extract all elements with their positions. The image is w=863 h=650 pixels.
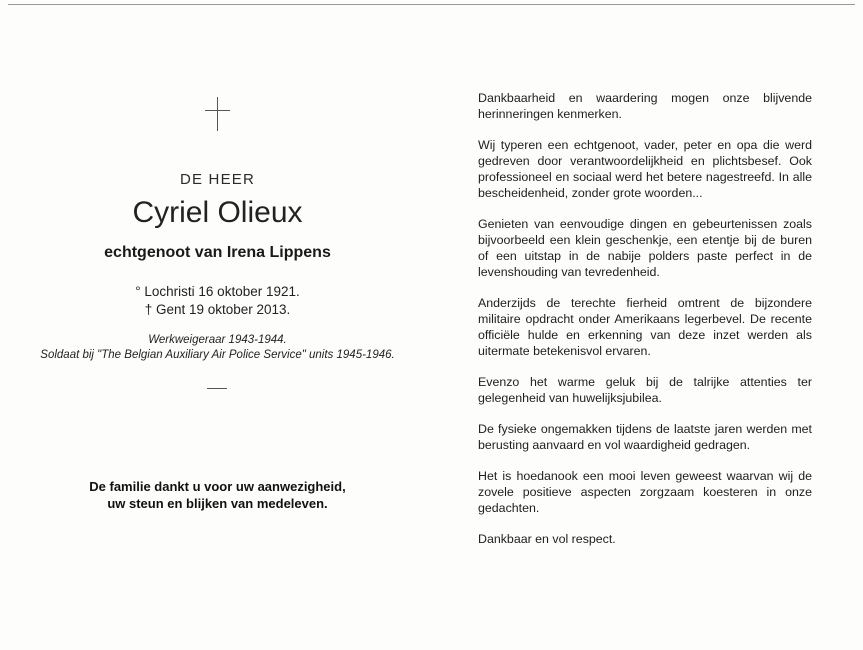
tribute-paragraph-3: Genieten van eenvoudige dingen en gebeurtenissen zoals bijvoorbeeld een klein geschenkje, een etentje bij de buren of een uitstap in de nabije polders paste perfect in de levenshouding van tevredenheid.	[478, 217, 812, 279]
tribute-paragraph-4: Anderzijds de terechte fierheid omtrent de bijzondere militaire opdracht onder Amerikaans legerbevel. De recente officiële hulde en erkenning van deze inzet werden als uitermate betekenisvol ervaren.	[478, 296, 812, 358]
deceased-name: Cyriel Olieux	[132, 196, 303, 229]
tribute-paragraph-7: Het is hoedanook een mooi leven geweest waarvan wij de zovele positieve aspecten zorgzaam koesteren in onze gedachten.	[478, 469, 812, 515]
title-prefix: DE HEER	[179, 171, 256, 188]
cross-icon	[217, 97, 218, 131]
service-notes	[30, 333, 405, 363]
life-dates	[40, 283, 395, 319]
thanks-line-1: De familie dankt u voor uw aanwezigheid,	[89, 479, 346, 494]
separator-dash	[207, 388, 227, 389]
tribute-paragraph-1: Dankbaarheid en waardering mogen onze blijvende herinneringen kenmerken.	[478, 91, 812, 121]
tribute-paragraph-8: Dankbaar en vol respect.	[478, 532, 616, 546]
family-thanks	[60, 478, 375, 512]
tribute-paragraph-5: Evenzo het warme geluk bij de talrijke attenties ter gelegenheid van huwelijksjubilea.	[478, 375, 812, 405]
thanks-line-2: uw steun en blijken van medeleven.	[107, 496, 328, 511]
cross-icon-bar	[205, 110, 230, 111]
death-date: † Gent 19 oktober 2013.	[144, 302, 291, 317]
note-line-2: Soldaat bij "The Belgian Auxiliary Air Police Service" units 1945-1946.	[40, 349, 395, 361]
note-line-1: Werkweigeraar 1943-1944.	[148, 334, 287, 346]
birth-date: ° Lochristi 16 oktober 1921.	[135, 284, 300, 299]
top-border-line	[8, 4, 855, 5]
tribute-text	[478, 90, 812, 562]
tribute-paragraph-6: De fysieke ongemakken tijdens de laatste jaren werden met berusting aanvaard en vol waardigheid gedragen.	[478, 422, 812, 452]
tribute-paragraph-2: Wij typeren een echtgenoot, vader, peter en opa die werd gedreven door verantwoordelijkheid en plichtsbesef. Ook professioneel en sociaal werd het betere nagestreefd. In alle bescheidenheid, zonder grote woorden...	[478, 138, 812, 200]
spouse-line: echtgenoot van Irena Lippens	[104, 244, 331, 261]
